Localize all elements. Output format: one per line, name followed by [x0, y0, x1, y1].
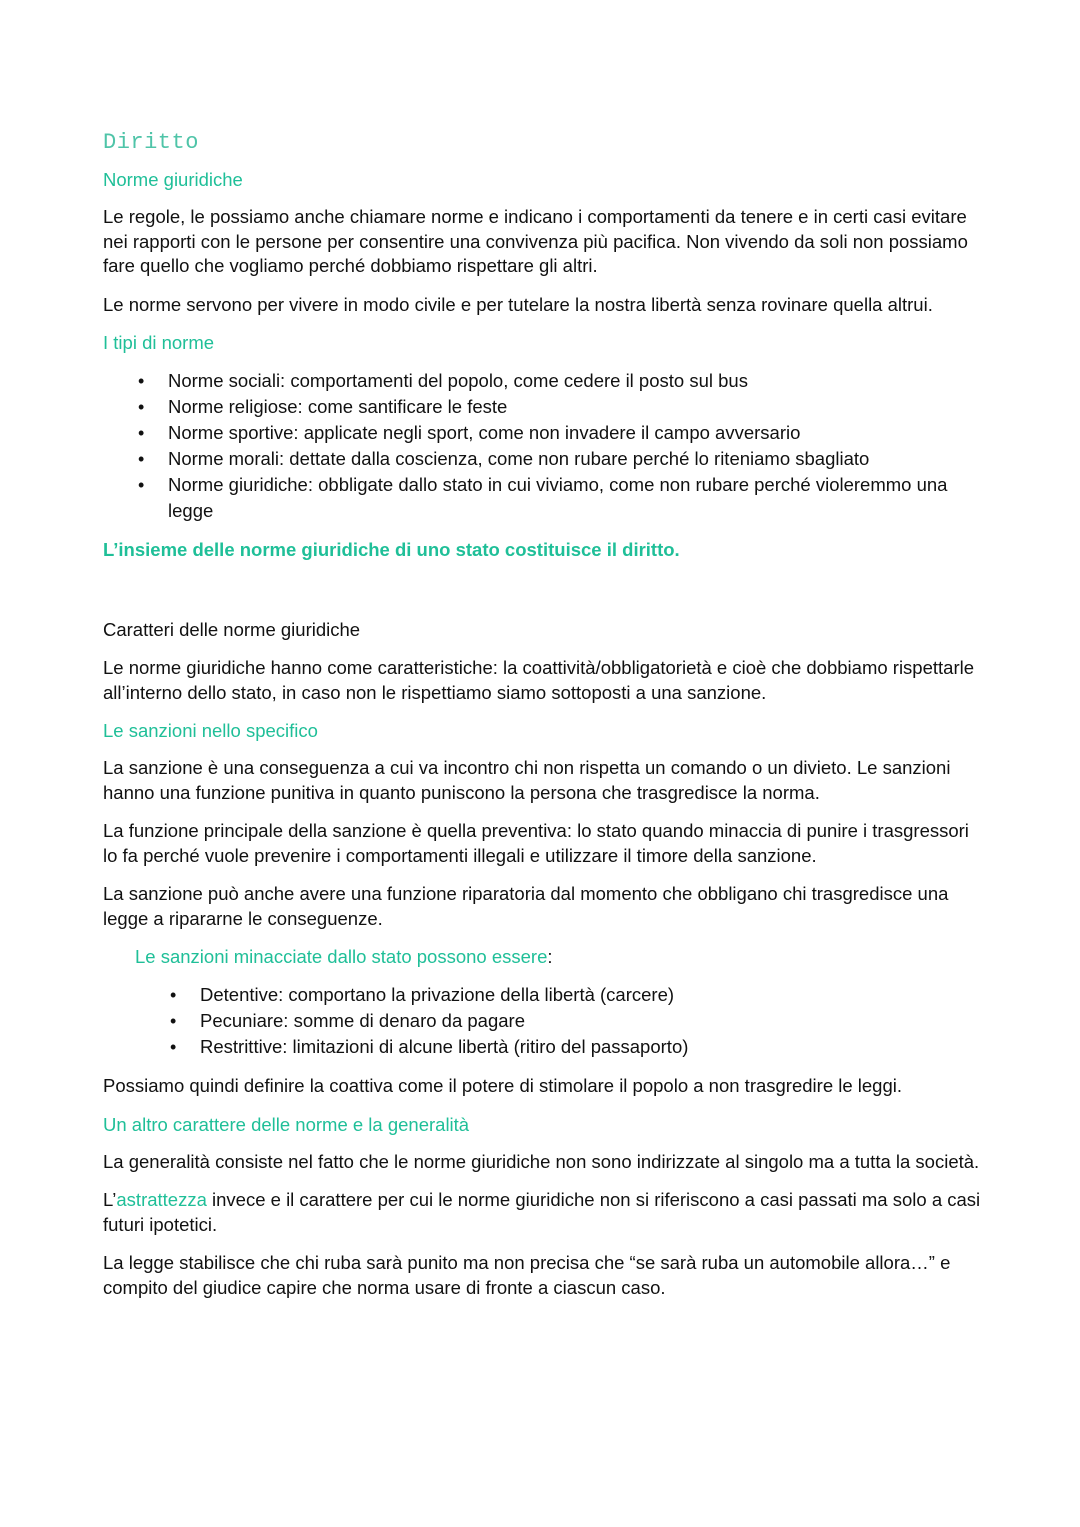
sanctions-subheading-text: Le sanzioni minacciate dallo stato possono essere: [135, 946, 548, 967]
paragraph: La sanzione è una conseguenza a cui va incontro chi non rispetta un comando o un divieto. Le sanzioni hanno una funzione punitiva in quanto puniscono la persona che trasgredisce la norma.: [103, 757, 951, 803]
sanctions-list: [103, 982, 983, 1060]
document-title: Diritto: [103, 130, 199, 155]
list-item: • Norme giuridiche: obbligate dallo stato in cui viviamo, come non rubare perché violeremmo una legge: [168, 472, 983, 524]
paragraph: Le regole, le possiamo anche chiamare norme e indicano i comportamenti da tenere e in certi casi evitare nei rapporti con le persone per consentire una convivenza più pacifica. Non vivendo da soli non possiamo fare quello che vogliamo perché dobbiamo rispettare gli altri.: [103, 206, 968, 276]
list-item: • Norme sportive: applicate negli sport, come non invadere il campo avversario: [168, 420, 983, 446]
list-item: • Detentive: comportano la privazione della libertà (carcere): [200, 982, 983, 1008]
section-heading-caratteri: Caratteri delle norme giuridiche: [103, 619, 361, 640]
paragraph: La sanzione può anche avere una funzione riparatoria dal momento che obbligano chi trasgredisce una legge a ripararne le conseguenze.: [103, 883, 949, 929]
paragraph: Possiamo quindi definire la coattiva come il potere di stimolare il popolo a non trasgredire le leggi.: [103, 1075, 903, 1096]
astrattezza-term: astrattezza: [116, 1189, 207, 1210]
section-heading-generalita: Un altro carattere delle norme e la generalità: [103, 1113, 470, 1135]
section-heading-norme-giuridiche: Norme giuridiche: [103, 169, 243, 190]
sanctions-subheading: [103, 945, 983, 969]
paragraph: Le norme servono per vivere in modo civile e per tutelare la nostra libertà senza rovinare quella altrui.: [103, 293, 933, 315]
list-item: • Restrittive: limitazioni di alcune libertà (ritiro del passaporto): [200, 1034, 983, 1060]
norm-types-list: [103, 368, 983, 524]
list-item: • Norme morali: dettate dalla coscienza, come non rubare perché lo riteniamo sbagliato: [168, 446, 983, 472]
paragraph: La generalità consiste nel fatto che le norme giuridiche non sono indirizzate al singolo ma a tutta la società.: [103, 1150, 980, 1172]
paragraph: Le norme giuridiche hanno come caratteristiche: la coattività/obbligatorietà e cioè che dobbiamo rispettarle all’interno dello stato, in caso non le rispettiamo siamo sottoposti a una sanzione.: [103, 657, 975, 703]
section-heading-tipi-di-norme: I tipi di norme: [103, 332, 215, 353]
colon: :: [547, 946, 553, 967]
section-heading-sanzioni: Le sanzioni nello specifico: [103, 720, 318, 741]
list-item: • Norme religiose: come santificare le feste: [168, 394, 983, 420]
astrattezza-paragraph: [103, 1188, 983, 1237]
document-page: [103, 128, 983, 1314]
list-item: • Pecuniare: somme di denaro da pagare: [200, 1008, 983, 1034]
list-item: • Norme sociali: comportamenti del popolo, come cedere il posto sul bus: [168, 368, 983, 394]
prefix: L’: [103, 1189, 117, 1210]
astrattezza-rest: invece e il carattere per cui le norme giuridiche non si riferiscono a casi passati ma solo a casi futuri ipotetici.: [103, 1189, 981, 1235]
paragraph: La legge stabilisce che chi ruba sarà punito ma non precisa che “se sarà ruba un automobile allora…” e compito del giudice capire che norma usare di fronte a ciascun caso.: [103, 1252, 951, 1298]
key-definition: L’insieme delle norme giuridiche di uno stato costituisce il diritto.: [103, 539, 680, 560]
paragraph: La funzione principale della sanzione è quella preventiva: lo stato quando minaccia di punire i trasgressori lo fa perché vuole prevenire i comportamenti illegali e utilizzare il timore della sanzione.: [103, 820, 969, 866]
